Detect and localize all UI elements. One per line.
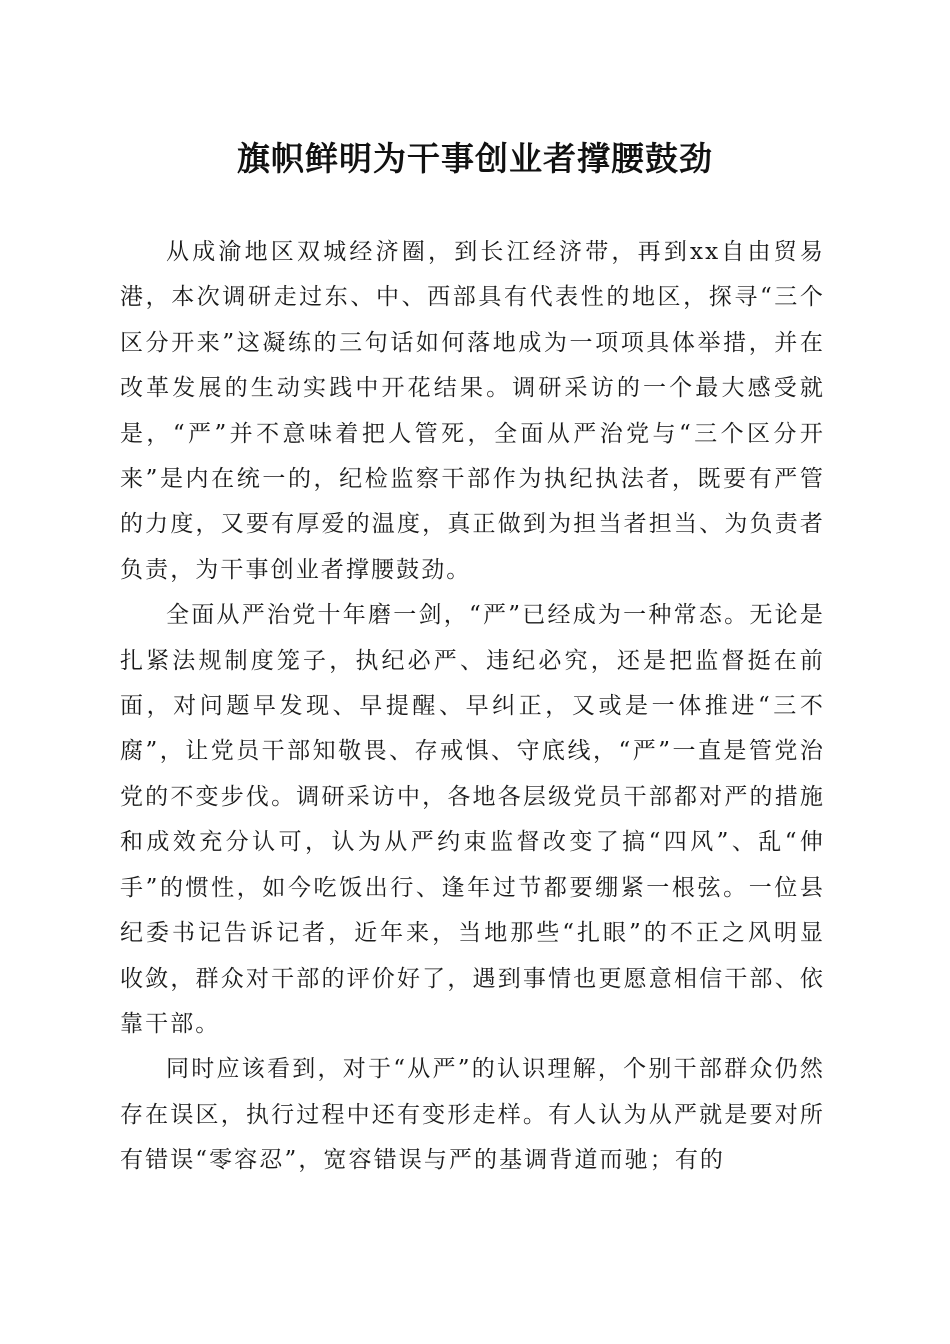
document-title: 旗帜鲜明为干事创业者撑腰鼓劲 — [237, 139, 713, 178]
paragraph-1: 从成渝地区双城经济圈，到长江经济带，再到xx自由贸易港，本次调研走过东、中、西部具有代表性的地区，探寻“三个区分开来”这凝练的三句话如何落地成为一项项具体举措，并在改革发展的生动实践中开花结果。调研采访的一个最大感受就是，“严”并不意味着把人管死，全面从严治党与“三个区分开来”是内在统一的，纪检监察干部作为执纪执法者，既要有严管的力度，又要有厚爱的温度，真正做到为担当者担当、为负责者负责，为干事创业者撑腰鼓劲。 — [120, 239, 825, 583]
paragraph-2: 全面从严治党十年磨一剑，“严”已经成为一种常态。无论是扎紧法规制度笼子，执纪必严、违纪必究，还是把监督挺在前面，对问题早发现、早提醒、早纠正，又或是一体推进“三不腐”，让党员干部知敬畏、存戒惧、守底线，“严”一直是管党治党的不变步伐。调研采访中，各地各层级党员干部都对严的措施和成效充分认可，认为从严约束监督改变了搞“四风”、乱“伸手”的惯性，如今吃饭出行、逢年过节都要绷紧一根弦。一位县纪委书记告诉记者，近年来，当地那些“扎眼”的不正之风明显收敛，群众对干部的评价好了，遇到事情也更愿意相信干部、依靠干部。 — [120, 602, 825, 1037]
paragraph-3: 同时应该看到，对于“从严”的认识理解，个别干部群众仍然存在误区，执行过程中还有变形走样。有人认为从严就是要对所有错误“零容忍”，宽容错误与严的基调背道而驰；有的 — [120, 1056, 825, 1174]
document-body — [120, 230, 825, 1184]
